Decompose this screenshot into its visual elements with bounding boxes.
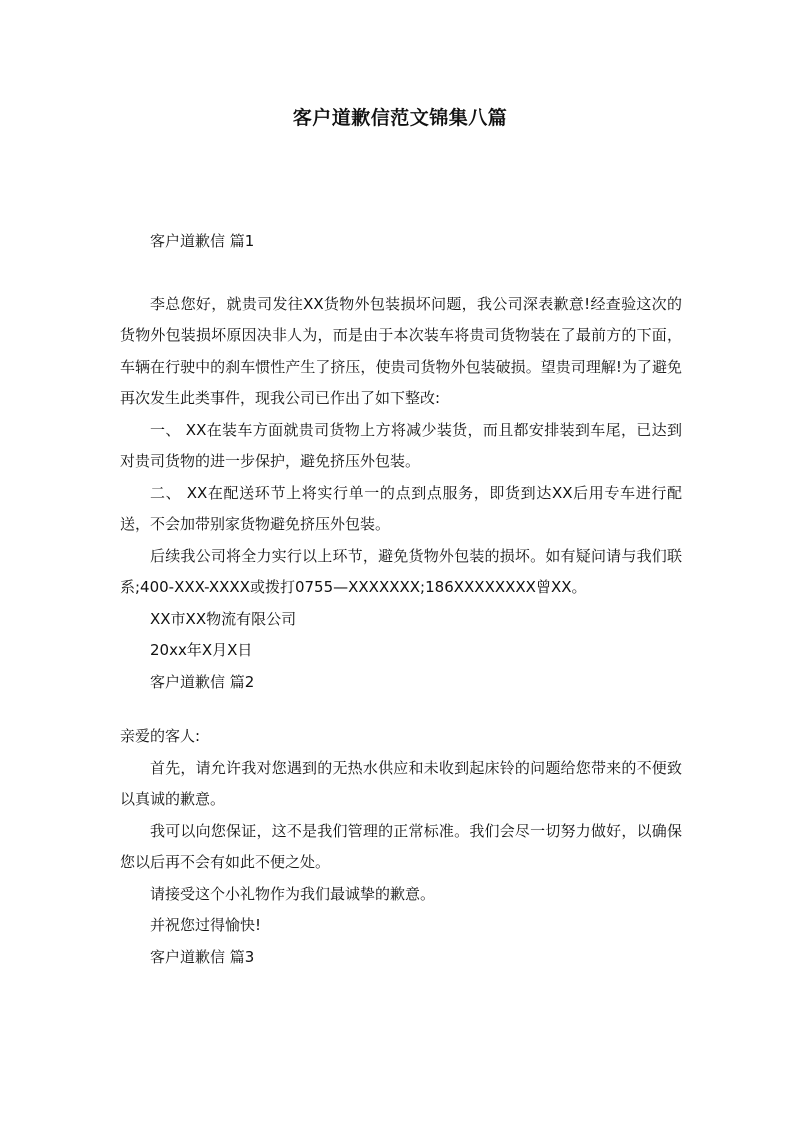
letter-2-paragraph-4: 并祝您过得愉快! bbox=[150, 916, 262, 934]
letter-1-signature-company: XX市XX物流有限公司 bbox=[150, 609, 297, 628]
document-title: 客户道歉信范文锦集八篇 bbox=[292, 107, 508, 129]
letter-1-signature-date: 20xx年X月X日 bbox=[150, 641, 253, 659]
letter-2-paragraph-1: 首先，请允许我对您遇到的无热水供应和未收到起床铃的问题给您带来的不便致以真诚的歉意。 bbox=[120, 758, 682, 808]
section-heading-3: 客户道歉信 篇3 bbox=[150, 947, 255, 966]
letter-1-item-2: 二、 XX在配送环节上将实行单一的点到点服务，即货到达XX后用专车进行配送，不会加带别家货物避免挤压外包装。 bbox=[120, 483, 682, 533]
letter-2-paragraph-2: 我可以向您保证，这不是我们管理的正常标准。我们会尽一切努力做好，以确保您以后再不会有如此不便之处。 bbox=[120, 821, 682, 871]
letter-2-paragraph-3: 请接受这个小礼物作为我们最诚挚的歉意。 bbox=[150, 884, 436, 903]
letter-2-salutation: 亲爱的客人: bbox=[120, 727, 201, 745]
letter-1-paragraph-followup: 后续我公司将全力实行以上环节，避免货物外包装的损坏。如有疑问请与我们联系;400-XXX-XXXX或拨打0755—XXXXXXX;186XXXXXXXX曾XX。 bbox=[120, 546, 682, 596]
section-heading-2: 客户道歉信 篇2 bbox=[150, 672, 255, 691]
document-body bbox=[120, 226, 682, 973]
section-heading-1: 客户道歉信 篇1 bbox=[150, 232, 255, 250]
letter-1-paragraph-1: 李总您好，就贵司发往XX货物外包装损坏问题，我公司深表歉意!经查验这次的货物外包装损坏原因决非人为，而是由于本次装车将贵司货物装在了最前方的下面，车辆在行驶中的刹车惯性产生了挤压，使贵司货物外包装破损。望贵司理解!为了避免再次发生此类事件，现我公司已作出了如下整改: bbox=[120, 294, 682, 407]
letter-1-item-1: 一、 XX在装车方面就贵司货物上方将减少装货，而且都安排装到车尾，已达到对贵司货物的进一步保护，避免挤压外包装。 bbox=[120, 420, 682, 470]
